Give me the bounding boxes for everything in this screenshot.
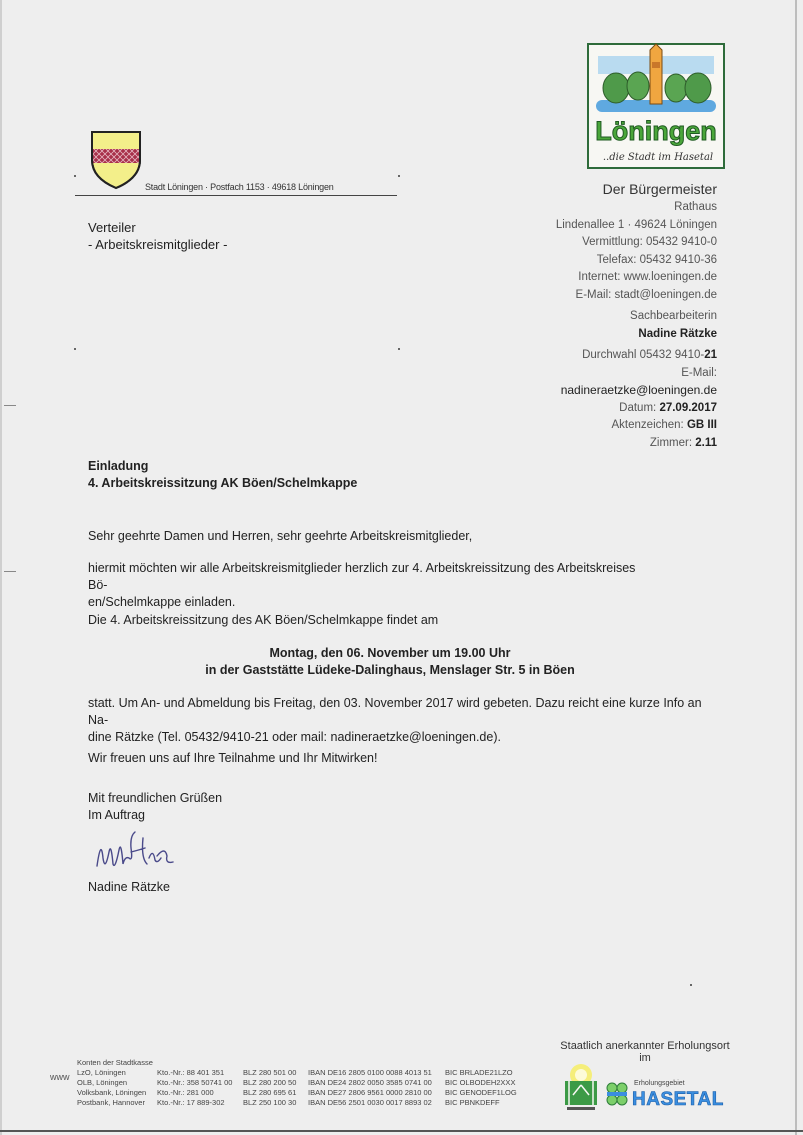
fold-mark-top	[4, 405, 16, 406]
contact-block	[556, 179, 717, 452]
closing-greeting: Mit freundlichen Grüßen	[88, 791, 223, 805]
sender-rule	[75, 195, 397, 196]
signer-name: Nadine Rätzke	[88, 880, 170, 894]
event-location: in der Gaststätte Lüdeke-Dalinghaus, Menslager Str. 5 in Böen	[205, 663, 575, 677]
scan-speck	[690, 984, 692, 986]
clerk-email-label: E-Mail:	[681, 366, 717, 379]
email: E-Mail: stadt@loeningen.de	[575, 288, 717, 301]
subject-block	[88, 458, 357, 492]
phone: Vermittlung: 05432 9410-0	[582, 236, 717, 248]
date-row: Datum: 27.09.2017	[619, 401, 717, 414]
hasetal-subtitle: Erholungsgebiet	[634, 1080, 685, 1087]
footer-www: www	[50, 1072, 70, 1082]
window-corner-mark	[398, 348, 400, 350]
recreation-area-caption: Staatlich anerkannter Erholungsort im	[560, 1040, 730, 1064]
event-date-time: Montag, den 06. November um 19.00 Uhr	[269, 646, 511, 660]
recreation-badge-icon	[563, 1063, 599, 1111]
bank-names-column: LzO, Löningen OLB, Löningen Volksbank, Löningen Postbank, Hannover	[77, 1068, 147, 1107]
bank-iban-column: IBAN DE16 2805 0100 0088 4013 51 IBAN DE24 2802 0050 3585 0741 00 IBAN DE27 2806 9561 0000 2810 00 IBAN DE56 2501 0030 0017 8893 02	[308, 1068, 432, 1107]
clerk-name: Nadine Rätzke	[638, 327, 717, 340]
clerk-email: nadineraetzke@loeningen.de	[560, 383, 717, 397]
svg-text:Löningen: Löningen	[595, 116, 717, 146]
event-details	[180, 645, 600, 679]
coat-of-arms-icon	[90, 130, 142, 190]
paragraph-rsvp: statt. Um An- und Abmeldung bis Freitag, den 03. November 2017 wird gebeten. Dazu reicht eine kurze Info an Na- dine Rätzke (Tel. 05432/9410-21 oder mail: nadineraetzke@loeningen.de).	[88, 696, 702, 744]
loeningen-logo-icon	[586, 42, 726, 170]
department-title: Der Bürgermeister	[602, 181, 717, 197]
closing-block	[88, 790, 222, 824]
recipient-line-1: Verteiler	[88, 220, 136, 235]
bank-accounts-column: Kto.-Nr.: 88 401 351 Kto.-Nr.: 358 50741 00 Kto.-Nr.: 281 000 Kto.-Nr.: 17 889-302	[157, 1068, 233, 1107]
website: Internet: www.loeningen.de	[578, 271, 717, 283]
address: Lindenallee 1 · 49624 Löningen	[555, 218, 717, 231]
hasetal-emblem-icon	[605, 1080, 629, 1108]
clerk-label: Sachbearbeiterin	[630, 310, 717, 322]
hasetal-wordmark: HASETAL	[632, 1089, 724, 1110]
room-row: Zimmer: 2.11	[649, 436, 717, 449]
direct-dial: Durchwahl 05432 9410-21	[582, 349, 717, 361]
recipient-line-2: - Arbeitskreismitglieder -	[88, 237, 228, 252]
window-corner-mark	[398, 175, 400, 177]
sender-address-line: Stadt Löningen · Postfach 1153 · 49618 Löningen	[145, 182, 334, 192]
window-corner-mark	[74, 348, 76, 350]
reference-row: Aktenzeichen: GB III	[611, 419, 717, 431]
building: Rathaus	[674, 201, 717, 213]
recipient-block	[88, 219, 227, 253]
page-edge-bottom	[0, 1130, 803, 1132]
subject-title: Einladung	[88, 459, 149, 473]
paragraph-invitation: hiermit möchten wir alle Arbeitskreismitglieder herzlich zur 4. Arbeitskreissitzung des Arbeitskreises Bö- en/Schelmkappe einladen.	[88, 561, 636, 609]
fax: Telefax: 05432 9410-36	[596, 253, 717, 266]
closing-on-behalf: Im Auftrag	[88, 808, 145, 822]
page-edge-left	[0, 0, 2, 1135]
paragraph-meeting-intro: Die 4. Arbeitskreissitzung des AK Böen/Schelmkappe findet am	[88, 613, 439, 627]
svg-text:..die Stadt im Hasetal: ..die Stadt im Hasetal	[602, 152, 714, 163]
bank-bic-column: BIC BRLADE21LZO BIC OLBODEH2XXX BIC GENODEF1LOG BIC PBNKDEFF	[445, 1068, 517, 1107]
paragraph-closing-remark: Wir freuen uns auf Ihre Teilnahme und Ihr Mitwirken!	[88, 751, 378, 765]
subject-line: 4. Arbeitskreissitzung AK Böen/Schelmkappe	[88, 476, 358, 490]
fold-mark-punch	[4, 571, 16, 572]
page-edge-right	[795, 0, 797, 1135]
bank-accounts-title: Konten der Stadtkasse	[77, 1058, 153, 1067]
salutation: Sehr geehrte Damen und Herren, sehr geehrte Arbeitskreismitglieder,	[88, 529, 473, 543]
bank-blz-column: BLZ 280 501 00 BLZ 280 200 50 BLZ 280 695 61 BLZ 250 100 30	[243, 1068, 297, 1107]
handwritten-signature-icon	[95, 828, 175, 878]
window-corner-mark	[74, 175, 76, 177]
